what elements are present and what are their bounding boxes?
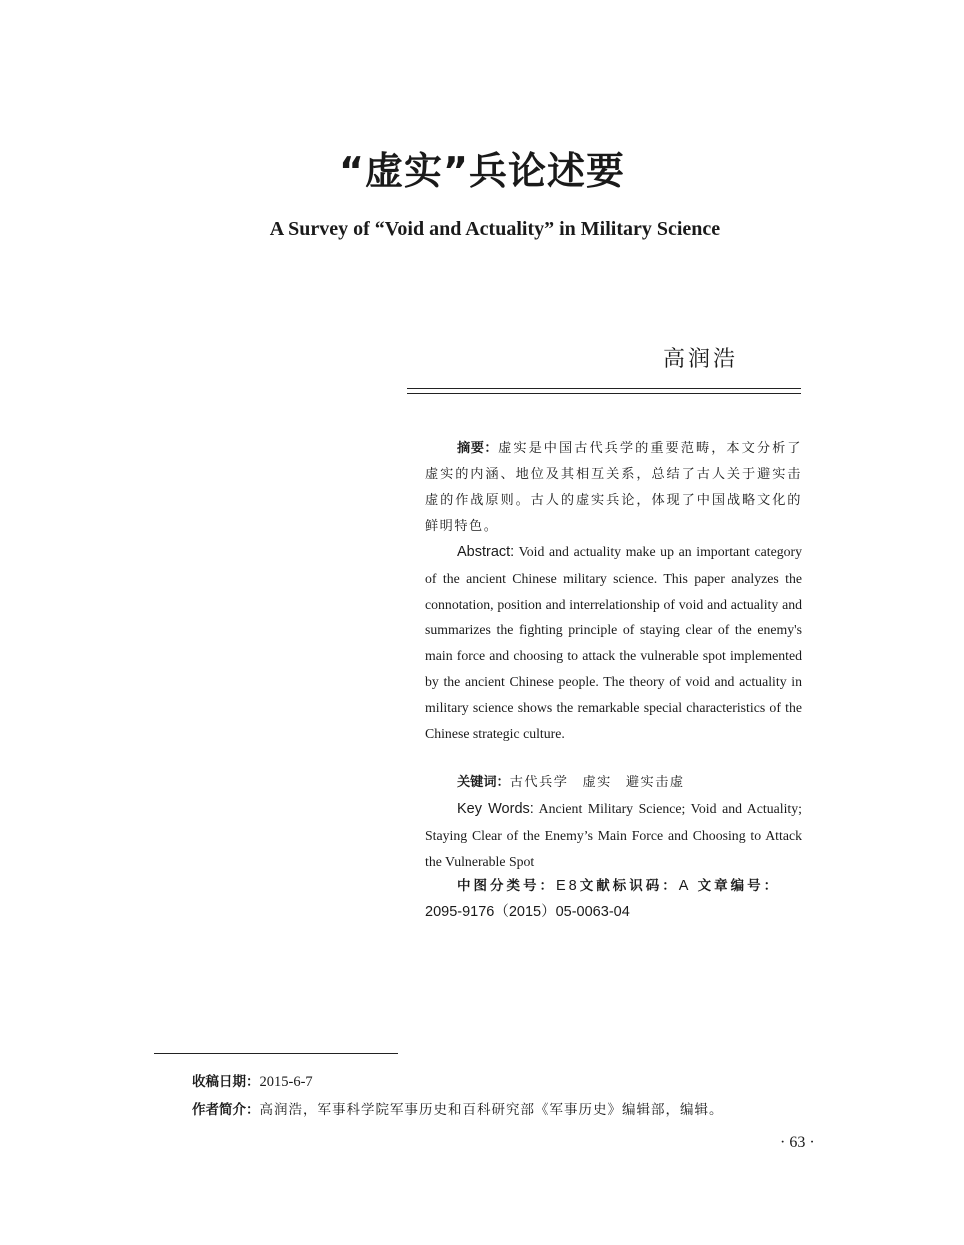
footnote-divider	[154, 1053, 398, 1054]
clc-label: 中图分类号：	[457, 878, 556, 894]
doc-code-value: A	[678, 878, 691, 894]
title-english: A Survey of “Void and Actuality” in Military Science	[269, 218, 721, 240]
title-chinese: “虚实”兵论述要	[339, 149, 625, 193]
divider-bottom	[407, 393, 801, 394]
keyword-1: 古代兵学	[509, 775, 569, 790]
abstract-cn-text: 虚实是中国古代兵学的重要范畴，本文分析了虚实的内涵、地位及其相互关系，总结了古人关于避实击虚的作战原则。古人的虚实兵论，体现了中国战略文化的鲜明特色。	[425, 441, 802, 534]
keywords-chinese	[425, 770, 802, 796]
abstract-chinese	[425, 436, 802, 540]
abstract-en-label: Abstract:	[457, 544, 515, 560]
classification-info	[425, 873, 802, 925]
article-no-value: 2095-9176（2015）05-0063-04	[425, 904, 630, 920]
page-number: · 63 ·	[780, 1134, 815, 1151]
footnote-author	[192, 1098, 812, 1118]
keyword-2: 虚实	[582, 775, 612, 790]
abstract-english	[425, 539, 802, 746]
keywords-en-text: Ancient Military Science; Void and Actuality; Staying Clear of the Enemy’s Main Force and Choosing to Attack the Vulnerable Spot	[425, 801, 802, 869]
author-name: 高润浩	[662, 347, 738, 372]
footnote-received	[192, 1070, 812, 1091]
keyword-3: 避实击虚	[625, 775, 685, 790]
keywords-en-label: Key Words:	[457, 801, 534, 817]
keywords-english	[425, 796, 802, 874]
clc-value: E8	[556, 878, 580, 894]
received-date: 2015-6-7	[259, 1074, 313, 1090]
abstract-en-text: Void and actuality make up an important category of the ancient Chinese military science. This paper analyzes the connotation, position and interrelationship of void and actuality and summarizes the fighting principle of staying clear of the enemy's main force and choosing to attack the vulnerable spot implemented by the ancient Chinese people. The theory of void and actuality in military science shows the remarkable special characteristics of the Chinese strategic culture.	[425, 544, 802, 741]
keywords-cn-label: 关键词：	[457, 775, 510, 790]
author-bio-label: 作者简介：	[192, 1102, 260, 1118]
author-bio-text: 高润浩，军事科学院军事历史和百科研究部《军事历史》编辑部，编辑。	[259, 1102, 724, 1118]
abstract-cn-label: 摘要：	[457, 441, 499, 456]
divider-top	[407, 388, 801, 389]
article-no-label: 文章编号：	[697, 878, 781, 894]
doc-code-label: 文献标识码：	[579, 878, 679, 894]
received-label: 收稿日期：	[192, 1074, 260, 1090]
